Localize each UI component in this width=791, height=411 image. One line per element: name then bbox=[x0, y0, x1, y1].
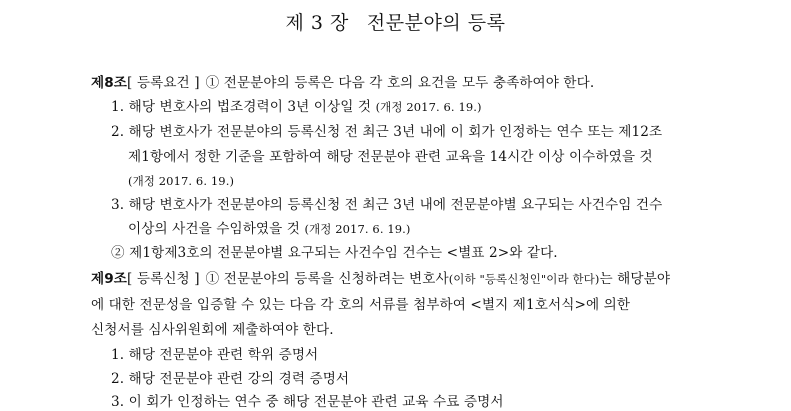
amendment-note: (개정 2017. 6. 19.) bbox=[375, 100, 482, 114]
article-8-item-2-continued bbox=[128, 148, 653, 166]
article-9-definition-note: (이하 "등록신청인"이라 한다) bbox=[448, 272, 600, 286]
article-8-item-1-text: 1. 해당 변호사의 법조경력이 3년 이상일 것 bbox=[111, 99, 372, 115]
article-8-clause-2 bbox=[111, 244, 558, 262]
amendment-note: (개정 2017. 6. 19.) bbox=[304, 222, 411, 236]
article-9-clause-1-end: 는 해당분야 bbox=[599, 271, 671, 287]
article-9-item-3-text: 3. 이 회가 인정하는 연수 중 해당 전문분야 관련 교육 수료 증명서 bbox=[111, 394, 504, 410]
article-8-heading: [ 등록요건 ] bbox=[127, 75, 200, 91]
article-8-first-line bbox=[91, 74, 594, 92]
article-8-item-2-note bbox=[128, 172, 234, 190]
chapter-title bbox=[0, 8, 791, 35]
article-8-item-2-text: 2. 해당 변호사가 전문분야의 등록신청 전 최근 3년 내에 이 회가 인정하는 연수 또는 제12조 bbox=[111, 124, 663, 140]
article-9-line-2-text: 에 대한 전문성을 입증할 수 있는 다음 각 호의 서류를 첨부하여 <별지 제1호서식>에 의한 bbox=[91, 297, 631, 313]
article-9-line-3-text: 신청서를 심사위원회에 제출하여야 한다. bbox=[91, 322, 334, 338]
article-9-first-line bbox=[91, 270, 670, 288]
article-8-item-1 bbox=[111, 98, 482, 116]
article-8-number: 제8조 bbox=[91, 75, 128, 91]
article-9-item-3 bbox=[111, 393, 504, 411]
article-9-line-3 bbox=[91, 321, 334, 339]
article-8-item-3-text-cont: 이상의 사건을 수임하였을 것 bbox=[128, 221, 301, 237]
article-9-heading: [ 등록신청 ] bbox=[127, 271, 200, 287]
article-9-item-1-text: 1. 해당 전문분야 관련 학위 증명서 bbox=[111, 347, 319, 363]
amendment-note: (개정 2017. 6. 19.) bbox=[128, 174, 235, 188]
article-8-item-3 bbox=[111, 196, 662, 214]
article-8-item-2 bbox=[111, 123, 662, 141]
article-9-item-1 bbox=[111, 346, 318, 364]
article-8-item-2-text-cont: 제1항에서 정한 기준을 포함하여 해당 전문분야 관련 교육을 14시간 이상 이수하였을 것 bbox=[128, 149, 653, 165]
article-9-item-2 bbox=[111, 370, 349, 388]
article-9-number: 제9조 bbox=[91, 271, 128, 287]
article-9-line-2 bbox=[91, 296, 630, 314]
chapter-number: 제 3 장 bbox=[285, 12, 349, 34]
article-8-clause-2-text: ② 제1항제3호의 전문분야별 요구되는 사건수임 건수는 <별표 2>와 같다. bbox=[111, 245, 558, 261]
article-8-item-3-continued bbox=[128, 220, 411, 238]
article-8-clause-1: ① 전문분야의 등록은 다음 각 호의 요건을 모두 충족하여야 한다. bbox=[205, 75, 595, 91]
article-8-item-3-text: 3. 해당 변호사가 전문분야의 등록신청 전 최근 3년 내에 전문분야별 요구되는 사건수임 건수 bbox=[111, 197, 663, 213]
article-9-clause-1: ① 전문분야의 등록을 신청하려는 변호사 bbox=[205, 271, 449, 287]
article-9-item-2-text: 2. 해당 전문분야 관련 강의 경력 증명서 bbox=[111, 371, 350, 387]
chapter-name: 전문분야의 등록 bbox=[366, 12, 506, 34]
